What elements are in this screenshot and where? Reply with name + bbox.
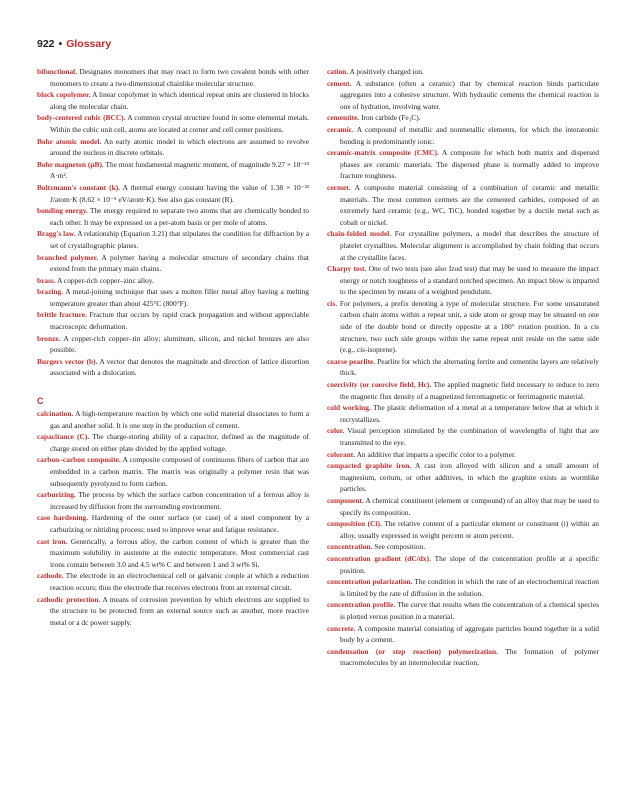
glossary-term: Boltzmann's constant (k). xyxy=(37,182,121,192)
glossary-term: block copolymer. xyxy=(37,90,91,100)
glossary-definition: A composite material consisting of aggregate particles bound together in a solid body by a cement. xyxy=(340,623,599,645)
glossary-entry xyxy=(327,553,599,576)
glossary-definition: Visual perception stimulated by the combination of wavelengths of light that are transmitted to the eye. xyxy=(340,426,600,447)
glossary-definition: The energy required to separate two atoms that are chemically bonded to each other. It may be expressed on a per-atom basis or per mole of atoms. xyxy=(50,206,310,227)
glossary-entry xyxy=(37,356,309,379)
glossary-entry xyxy=(37,205,309,228)
glossary-term: cermet. xyxy=(327,182,351,192)
glossary-definition: A substance (often a ceramic) that by chemical reaction binds particulate aggregates into a cohesive structure. With hydraulic cements the chemical reaction is one of hydration, involving water. xyxy=(340,78,599,111)
glossary-entry xyxy=(37,431,309,454)
glossary-entry xyxy=(37,112,309,135)
glossary-definition: A compound of metallic and nonmetallic elements, for which the interatomic bonding is predominantly ionic. xyxy=(340,124,599,146)
glossary-entry xyxy=(37,89,309,112)
page-number: 922 xyxy=(37,38,55,50)
glossary-entry xyxy=(327,576,599,599)
glossary-entry xyxy=(327,646,599,669)
glossary-definition: A copper-rich copper–tin alloy; aluminum, silicon, and nickel bronzes are also possible. xyxy=(50,333,309,355)
glossary-term: calcination. xyxy=(37,409,74,419)
glossary-definition: A composite for which both matrix and dispersed phases are ceramic materials. The dispersed phase is normally added to improve fracture toughness. xyxy=(340,148,599,181)
glossary-term: bonding energy. xyxy=(37,206,88,216)
glossary-definition: A means of corrosion prevention by which electrons are supplied to the structure to be protected from an external source such as another, more reactive metal or a dc power supply. xyxy=(50,594,309,627)
glossary-definition: A composite material consisting of a combination of ceramic and metallic materials. The most common cermets are the cemented carbides, composed of an extremely hard ceramic (e.g., WC, TiC), bonded together by a ductile metal such as cobalt or nickel. xyxy=(340,182,599,227)
glossary-term: carburizing. xyxy=(37,490,76,500)
entries-right-list xyxy=(327,66,599,669)
glossary-entry xyxy=(327,599,599,622)
glossary-term: bifunctional. xyxy=(37,67,78,76)
glossary-entry xyxy=(327,518,599,541)
glossary-term: chain-folded model. xyxy=(327,229,392,239)
left-column xyxy=(37,66,309,628)
glossary-term: colorant. xyxy=(327,449,356,459)
glossary-term: component. xyxy=(327,495,364,505)
glossary-definition: The slope of the concentration profile at a specific position. xyxy=(340,553,599,575)
glossary-term: body-centered cubic (BCC). xyxy=(37,113,126,123)
glossary-entry xyxy=(327,263,599,298)
glossary-entry xyxy=(327,356,599,379)
glossary-definition: An additive that imparts a specific color to a polymer. xyxy=(356,449,516,459)
glossary-definition: Generically, a ferrous alloy, the carbon content of which is greater than the maximum solubility in austenite at the eutectic temperature. Most commercial cast irons contain between 3.0 and 4.5 wt% C and between 1 and 3 wt% Si. xyxy=(50,536,309,569)
glossary-definition: The process by which the surface carbon concentration of a ferrous alloy is increased by diffusion from the surrounding environment. xyxy=(50,490,310,511)
glossary-term: composition (Ci). xyxy=(327,519,382,529)
glossary-definition: One of two tests (see also Izod test) that may be used to measure the impact energy or notch toughness of a standard notched specimen. An impact blow is imparted to the specimen by means of a weighted pendulum. xyxy=(340,264,599,297)
glossary-entry xyxy=(327,66,599,78)
entries-c-list xyxy=(37,408,309,628)
glossary-term: cis. xyxy=(327,298,338,308)
glossary-term: carbon–carbon composite. xyxy=(37,455,121,465)
right-column xyxy=(327,66,599,669)
glossary-entry xyxy=(327,112,599,124)
glossary-term: cold working. xyxy=(327,403,371,413)
glossary-term: case hardening. xyxy=(37,513,89,523)
glossary-definition: A thermal energy constant having the value of 1.38 × 10⁻²³ J/atom·K (8.62 × 10⁻⁵ eV/atom·K). See also gas constant (R). xyxy=(50,182,309,204)
glossary-definition: The relative content of a particular element or constituent (i) within an alloy, usually expressed in weight percent or atom percent. xyxy=(340,519,600,540)
glossary-entry xyxy=(37,536,309,571)
glossary-term: Bohr magneton (μB). xyxy=(37,159,104,169)
glossary-definition: A common crystal structure found in some elemental metals. Within the cubic unit cell, atoms are located at corner and cell center positions. xyxy=(50,113,309,134)
glossary-definition: A metal-joining technique that uses a molten filler metal alloy having a melting temperature greater than about 425°C (800°F). xyxy=(50,287,309,308)
glossary-term: cementite. xyxy=(327,113,360,123)
glossary-term: coarse pearlite. xyxy=(327,356,376,366)
glossary-definition: For polymers, a prefix denoting a type of molecular structure. For some unsaturated carbon chain atoms within a repeat unit, a side atom or group may be situated on one side of the double bond or directly opposite at a 180° rotation position. In a cis structure, two such side groups within the same repeat unit reside on the same side (e.g., cis-isoprene). xyxy=(339,298,599,355)
glossary-entry xyxy=(37,454,309,489)
glossary-term: ceramic-matrix composite (CMC). xyxy=(327,148,439,158)
glossary-entry xyxy=(37,252,309,275)
glossary-term: brazing. xyxy=(37,287,64,297)
glossary-definition: The most fundamental magnetic moment, of magnitude 9.27 × 10⁻²⁴ A·m². xyxy=(50,159,309,181)
glossary-definition: Fracture that occurs by rapid crack propagation and without appreciable macroscopic deformation. xyxy=(50,310,309,332)
glossary-definition: Iron carbide (Fe₃C). xyxy=(361,113,421,123)
glossary-entry xyxy=(327,623,599,646)
glossary-definition: A vector that denotes the magnitude and direction of lattice distortion associated with a dislocation. xyxy=(50,356,309,378)
glossary-entry xyxy=(37,275,309,287)
glossary-definition: The electrode in an electrochemical cell or galvanic couple at which a reduction reaction occurs; thus the electrode that receives electrons from an external circuit. xyxy=(50,571,310,592)
glossary-term: cast iron. xyxy=(37,536,68,546)
glossary-entry xyxy=(327,182,599,228)
glossary-definition: A polymer having a molecular structure of secondary chains that extend from the primary main chains. xyxy=(50,252,309,274)
header-title: Glossary xyxy=(66,38,112,50)
glossary-entry xyxy=(37,333,309,356)
glossary-entry xyxy=(327,460,599,495)
glossary-term: Bragg's law. xyxy=(37,229,76,239)
glossary-entry xyxy=(37,489,309,512)
glossary-definition: The plastic deformation of a metal at a temperature below that at which it recrystallizes. xyxy=(340,403,599,424)
glossary-term: Charpy test. xyxy=(327,264,367,274)
glossary-term: capacitance (C). xyxy=(37,432,90,442)
glossary-term: concentration polarization. xyxy=(327,577,413,587)
glossary-definition: A chemical constituent (element or compound) of an alloy that may be used to specify its composition. xyxy=(340,495,599,517)
glossary-entry xyxy=(327,541,599,553)
glossary-entry xyxy=(327,402,599,425)
glossary-term: concentration profile. xyxy=(327,600,396,610)
glossary-term: branched polymer. xyxy=(37,252,99,262)
glossary-entry xyxy=(37,182,309,205)
glossary-entry xyxy=(327,298,599,356)
glossary-term: condensation (or step reaction) polymerization. xyxy=(327,646,498,656)
glossary-term: compacted graphite iron. xyxy=(327,461,412,471)
entries-b-list xyxy=(37,66,309,379)
header-bullet: • xyxy=(58,38,63,50)
glossary-definition: Hardening of the outer surface (or case) of a steel component by a carburizing or nitriding process; used to improve wear and fatigue resistance. xyxy=(50,513,309,534)
glossary-entry xyxy=(37,512,309,535)
glossary-term: cathode. xyxy=(37,571,64,581)
glossary-definition: A relationship (Equation 3.21) that stipulates the condition for diffraction by a set of crystallographic planes. xyxy=(50,229,309,250)
glossary-term: concentration gradient (dC/dx). xyxy=(327,553,431,563)
glossary-entry xyxy=(327,78,599,113)
glossary-entry xyxy=(37,159,309,182)
glossary-definition: A composite composed of continuous fibers of carbon that are embedded in a carbon matrix. The matrix was originally a polymer resin that was subsequently pyrolyzed to form carbon. xyxy=(50,455,309,488)
glossary-definition: An early atomic model in which electrons are assumed to revolve around the nucleus in discrete orbitals. xyxy=(50,136,310,158)
glossary-term: color. xyxy=(327,426,345,436)
glossary-entry xyxy=(327,495,599,518)
glossary-term: concentration. xyxy=(327,542,373,552)
glossary-term: cation. xyxy=(327,67,349,76)
glossary-entry xyxy=(37,286,309,309)
glossary-entry xyxy=(327,147,599,182)
glossary-definition: A high-temperature reaction by which one solid material dissociates to form a gas and another solid. It is one step in the production of cement. xyxy=(50,409,309,430)
glossary-definition: The condition in which the rate of an electrochemical reaction is limited by the rate of diffusion in the solution. xyxy=(340,577,599,598)
glossary-definition: The applied magnetic field necessary to reduce to zero the magnetic flux density of a magnetized ferromagnetic or ferrimagnetic material. xyxy=(340,380,599,401)
glossary-entry xyxy=(37,570,309,593)
section-heading-c: C xyxy=(37,396,44,407)
glossary-definition: A copper-rich copper–zinc alloy. xyxy=(57,275,154,285)
glossary-entry xyxy=(327,425,599,448)
glossary-definition: A cast iron alloyed with silicon and a small amount of magnesium, cerium, or other additives, in which the graphite exists as wormlike particles. xyxy=(340,461,599,494)
glossary-term: cathodic protection. xyxy=(37,594,101,604)
glossary-entry xyxy=(37,309,309,332)
glossary-term: bronze. xyxy=(37,333,61,343)
glossary-term: Burgers vector (b). xyxy=(37,356,98,366)
glossary-definition: A positively charged ion. xyxy=(349,67,424,76)
glossary-entry xyxy=(37,66,309,89)
glossary-entry xyxy=(37,228,309,251)
glossary-entry xyxy=(327,124,599,147)
glossary-entry xyxy=(327,228,599,263)
glossary-entry xyxy=(37,408,309,431)
glossary-term: coercivity (or coercive field, Hc). xyxy=(327,380,432,390)
glossary-term: brass. xyxy=(37,275,56,285)
glossary-definition: Pearlite for which the alternating ferrite and cementite layers are relatively thick. xyxy=(340,356,599,378)
glossary-entry xyxy=(37,136,309,159)
glossary-entry xyxy=(327,379,599,402)
glossary-definition: A linear copolymer in which identical repeat units are clustered in blocks along the molecular chain. xyxy=(50,90,309,111)
glossary-definition: The charge-storing ability of a capacitor, defined as the magnitude of charge stored on either plate divided by the applied voltage. xyxy=(50,432,309,453)
glossary-definition: For crystalline polymers, a model that describes the structure of platelet crystallites. Molecular alignment is accomplished by chain folding that occurs at the crystallite faces. xyxy=(340,229,599,262)
glossary-definition: The formation of polymer macromolecules by an intermolecular reaction, xyxy=(340,646,599,668)
glossary-term: ceramic. xyxy=(327,124,354,134)
glossary-term: Bohr atomic model. xyxy=(37,136,102,146)
glossary-term: cement. xyxy=(327,78,352,88)
page-header xyxy=(37,38,111,50)
glossary-definition: Designates monomers that may react to form two covalent bonds with other monomers to create a two-dimensional chainlike molecular structure. xyxy=(50,67,309,88)
glossary-definition: See composition. xyxy=(374,542,426,552)
glossary-entry xyxy=(37,594,309,629)
glossary-definition: The curve that results when the concentration of a chemical species is plotted versus position in a material. xyxy=(340,600,599,621)
glossary-entry xyxy=(327,449,599,461)
glossary-term: brittle fracture. xyxy=(37,310,87,320)
glossary-term: concrete. xyxy=(327,623,356,633)
